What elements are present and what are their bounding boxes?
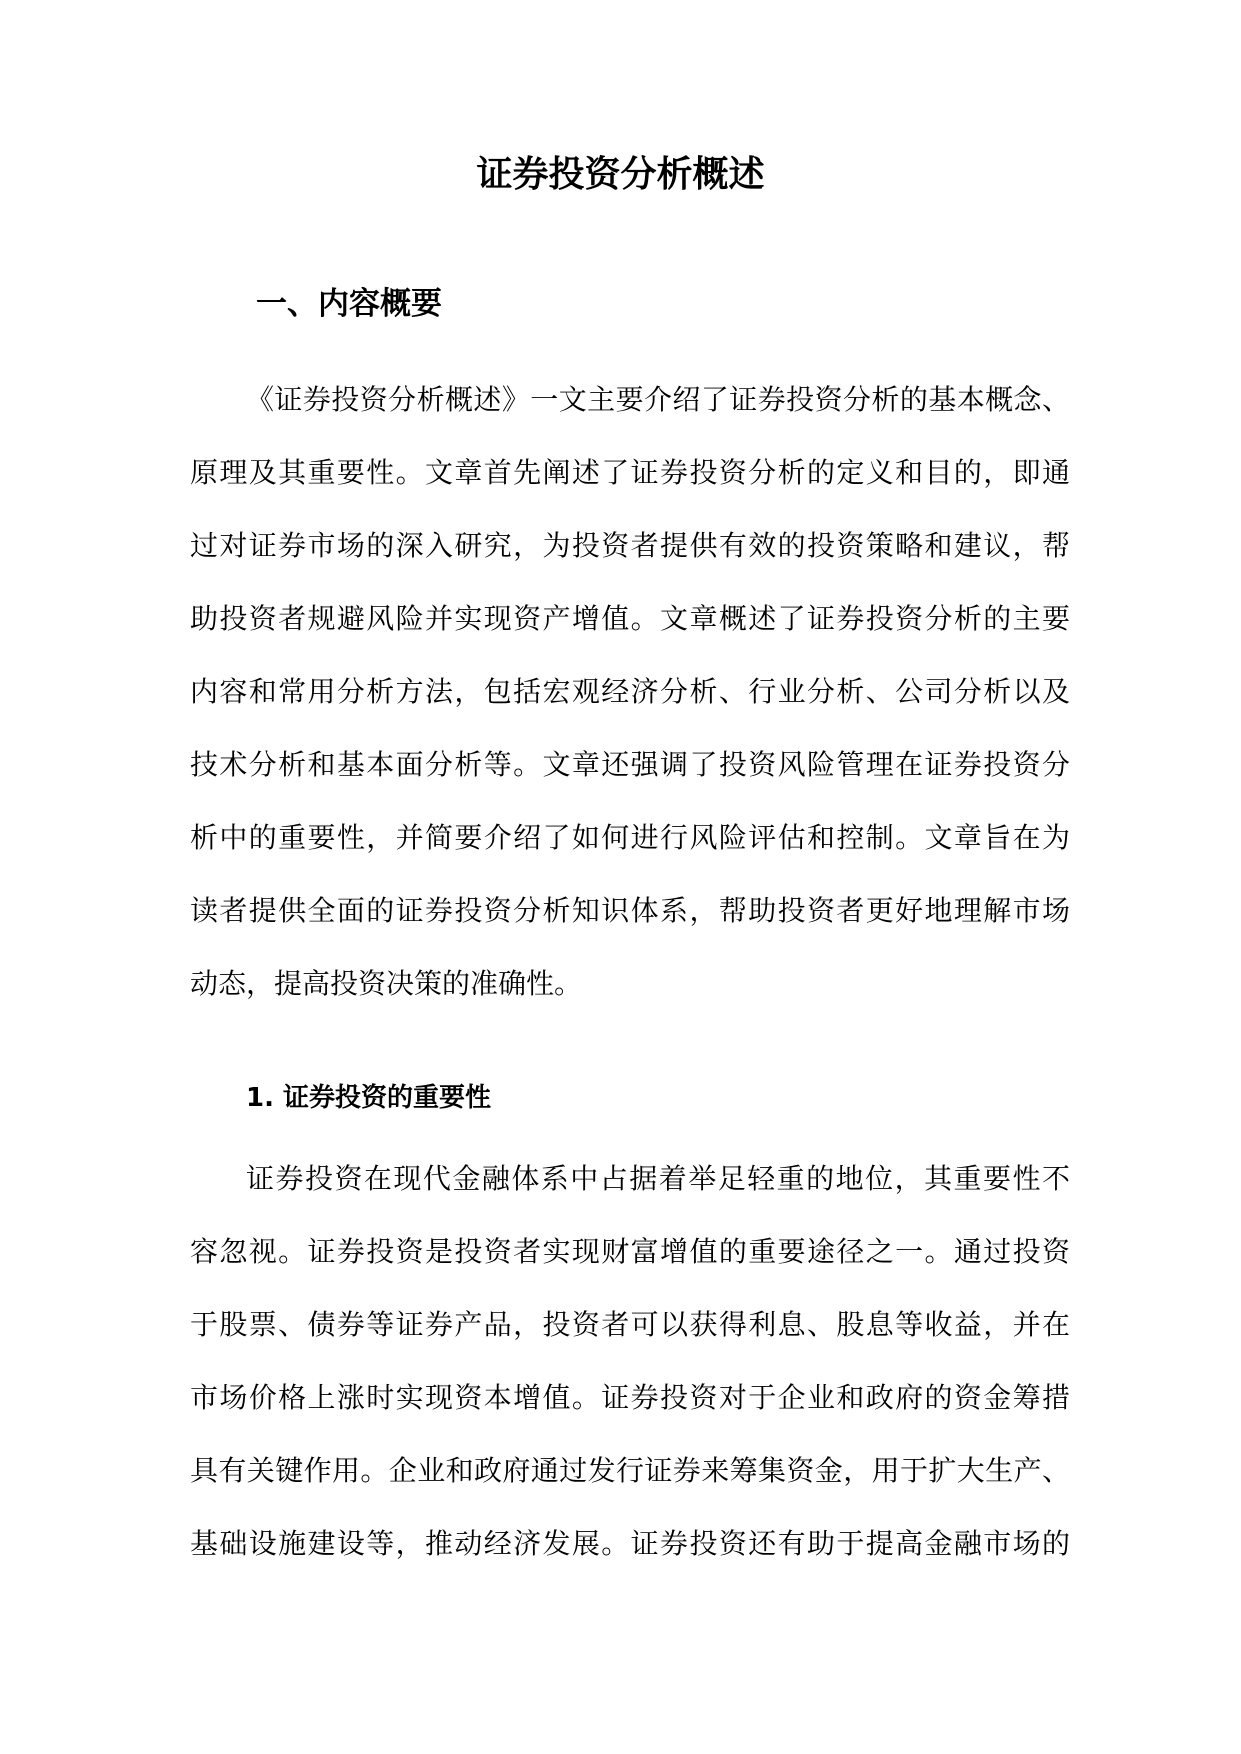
paragraph-line: 容忽视。证券投资是投资者实现财富增值的重要途径之一。通过投资 bbox=[190, 1235, 1070, 1268]
paragraph-line: 技术分析和基本面分析等。文章还强调了投资风险管理在证券投资分 bbox=[190, 748, 1070, 781]
document-title: 证券投资分析概述 bbox=[476, 154, 765, 195]
paragraph-line: 基础设施建设等，推动经济发展。证券投资还有助于提高金融市场的 bbox=[190, 1527, 1070, 1560]
paragraph-line: 析中的重要性，并简要介绍了如何进行风险评估和控制。文章旨在为 bbox=[190, 821, 1070, 854]
paragraph-line: 于股票、债券等证券产品，投资者可以获得利息、股息等收益，并在 bbox=[190, 1308, 1070, 1341]
paragraph-line: 动态，提高投资决策的准确性。 bbox=[190, 967, 583, 1000]
paragraph-line: 助投资者规避风险并实现资产增值。文章概述了证券投资分析的主要 bbox=[190, 602, 1070, 635]
section-heading-summary: 一、内容概要 bbox=[256, 286, 442, 322]
subsection-heading-importance: 1. 证券投资的重要性 bbox=[246, 1083, 492, 1113]
paragraph-line: 原理及其重要性。文章首先阐述了证券投资分析的定义和目的，即通 bbox=[190, 456, 1070, 489]
paragraph-line: 《证券投资分析概述》一文主要介绍了证券投资分析的基本概念、 bbox=[246, 383, 1070, 416]
paragraph-line: 具有关键作用。企业和政府通过发行证券来筹集资金，用于扩大生产、 bbox=[190, 1454, 1070, 1487]
importance-paragraph bbox=[190, 1142, 1070, 1580]
paragraph-line: 读者提供全面的证券投资分析知识体系，帮助投资者更好地理解市场 bbox=[190, 894, 1070, 927]
paragraph-line: 市场价格上涨时实现资本增值。证券投资对于企业和政府的资金筹措 bbox=[190, 1381, 1070, 1414]
paragraph-line: 内容和常用分析方法，包括宏观经济分析、行业分析、公司分析以及 bbox=[190, 675, 1070, 708]
paragraph-line: 证券投资在现代金融体系中占据着举足轻重的地位，其重要性不 bbox=[246, 1162, 1070, 1195]
paragraph-line: 过对证券市场的深入研究，为投资者提供有效的投资策略和建议，帮 bbox=[190, 529, 1070, 562]
summary-paragraph bbox=[190, 363, 1070, 1020]
